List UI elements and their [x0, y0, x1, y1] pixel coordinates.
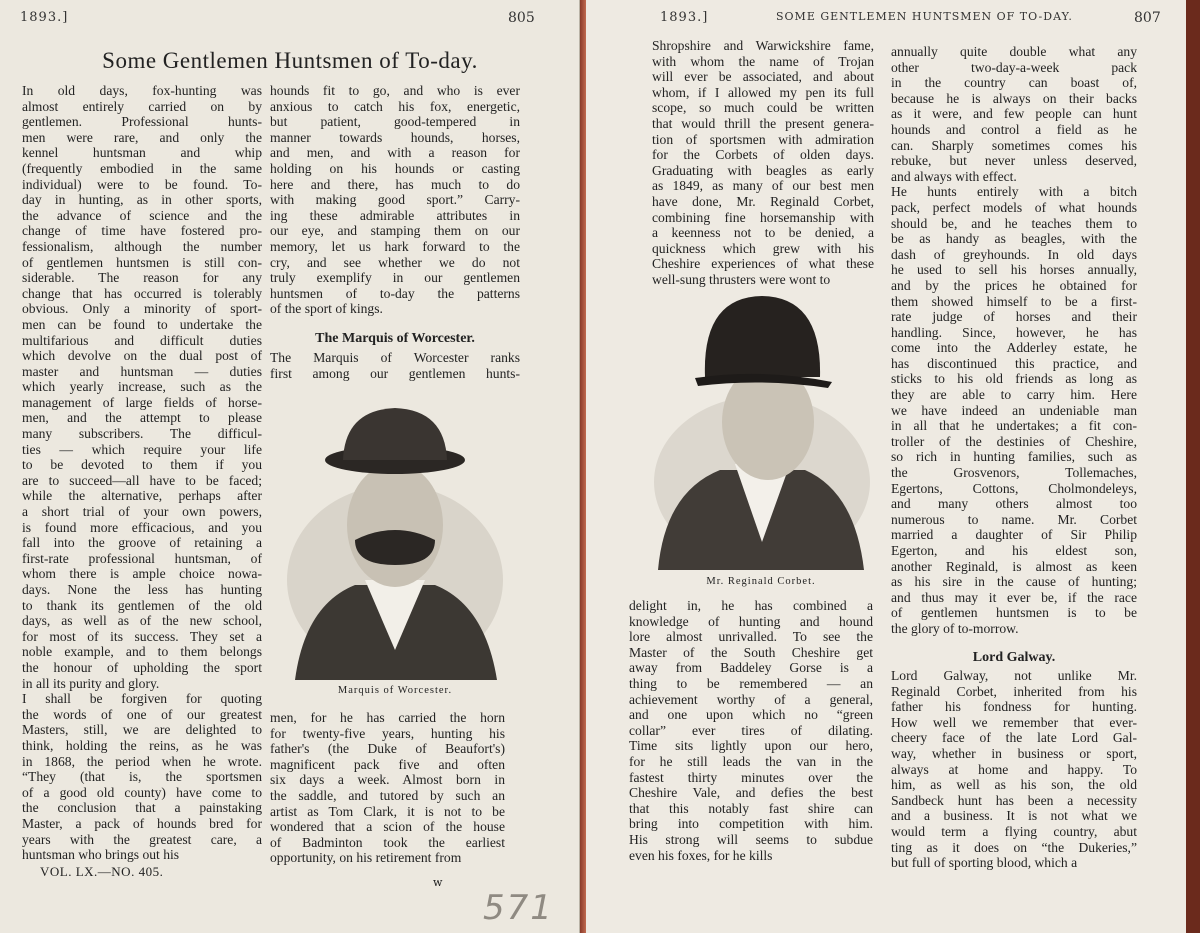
- text-line: memory, let us hark forward to the: [270, 238, 520, 254]
- text-line: even his foxes, for he kills: [629, 847, 773, 863]
- text-line: a keenness not to be denied, a: [652, 225, 874, 241]
- text-line: achievement worthy of a general,: [629, 691, 873, 707]
- text-line: will ever be associated, and about: [652, 69, 874, 85]
- text-line: How well we remember that ever-: [891, 714, 1137, 730]
- text-line: are to succeed—all have to be faced;: [22, 472, 262, 488]
- text-line: and men, and with a reason for: [270, 145, 520, 161]
- text-line: of Badminton took the earliest: [270, 834, 505, 850]
- text-line: Cheshire Vale, and defies the best: [629, 785, 873, 801]
- text-line: cry, and see whether we do not: [270, 254, 520, 270]
- text-line: and always with effect.: [891, 168, 1017, 184]
- text-line: other two-day-a-week pack: [891, 59, 1137, 75]
- text-line: six days a week. Almost born in: [270, 772, 505, 788]
- text-line: the honour of upholding the sport: [22, 659, 262, 675]
- text-line: come into the Adderley estate, he: [891, 340, 1137, 356]
- text-line: that would thrill the present genera-: [652, 115, 874, 131]
- text-line: father his fondness for hunting.: [891, 699, 1137, 715]
- text-line: to be devoted to them if you: [22, 457, 262, 473]
- text-line: rebuke, but never unless deserved,: [891, 153, 1137, 169]
- text-line: Egerton, and his eldest son,: [891, 543, 1137, 558]
- text-line: master and huntsman — duties: [22, 363, 262, 379]
- text-line: Graduating with beagles as early: [652, 162, 874, 178]
- left-column-1: [22, 83, 262, 863]
- left-page: [0, 0, 580, 933]
- portrait-mr-reginald-corbet: [650, 292, 872, 572]
- text-line: Shropshire and Warwickshire fame,: [652, 38, 874, 53]
- text-line: as 1849, as many of our best men: [652, 178, 874, 194]
- text-line: men, and the attempt to please: [22, 410, 262, 426]
- text-line: lore almost unrivalled. To see the: [629, 629, 873, 645]
- text-line: His strong will seems to subdue: [629, 831, 873, 847]
- text-line: of gentlemen huntsmen is still con-: [22, 254, 262, 270]
- text-line: while the alternative, perhaps after: [22, 488, 262, 504]
- text-line: would term a flying country, abut: [891, 823, 1137, 839]
- text-line: numerous to name. Mr. Corbet: [891, 511, 1137, 527]
- text-line: hounds fit to go, and who is ever: [270, 83, 520, 98]
- text-line: men can be found to undertake the: [22, 316, 262, 332]
- text-line: change of time have fostered pro-: [22, 223, 262, 239]
- text-line: and by the prices he obtained for: [891, 277, 1137, 293]
- left-page-number: 805: [508, 10, 535, 26]
- text-line: In old days, fox-hunting was: [22, 83, 262, 98]
- text-line: (frequently embodied in the same: [22, 160, 262, 176]
- text-line: rate judge of horses and their: [891, 309, 1137, 325]
- text-line: first among our gentlemen hunts-: [270, 365, 520, 381]
- text-line: for he still leads the van in the: [629, 753, 873, 769]
- text-line: obvious. Only a minority of sport-: [22, 301, 262, 317]
- text-line: troller of the destinies of Cheshire,: [891, 433, 1137, 449]
- left-column-2-top: [270, 83, 520, 317]
- article-title: Some Gentlemen Huntsmen of To-day.: [102, 48, 478, 73]
- caption-mr-reginald-corbet: Mr. Reginald Corbet.: [706, 576, 816, 587]
- text-line: in 1868, the period when he wrote.: [22, 753, 262, 769]
- portrait-marquis-of-worcester: [285, 390, 505, 680]
- left-column-2-mid: [270, 350, 520, 381]
- text-line: is found more efficacious, and you: [22, 519, 262, 535]
- text-line: almost entirely carried on by: [22, 98, 262, 114]
- text-line: many subscribers. The difficul-: [22, 426, 262, 442]
- text-line: our eye, and stamping them on our: [270, 223, 520, 239]
- handwritten-page-note: 571: [483, 888, 554, 928]
- text-line: scope, so much could be written: [652, 100, 874, 116]
- text-line: Egertons, Cottons, Cholmondeleys,: [891, 480, 1137, 496]
- text-line: first-rate professional huntsman, of: [22, 550, 262, 566]
- right-column-1-top: [652, 38, 874, 288]
- right-column-2-top: [891, 44, 1137, 637]
- text-line: for most of its success. They set a: [22, 628, 262, 644]
- text-line: quickness which grew with his: [652, 240, 874, 256]
- subhead-lord-galway: Lord Galway.: [972, 650, 1056, 665]
- text-line: truly exemplify in our gentlemen: [270, 270, 520, 286]
- text-line: Master of the South Cheshire get: [629, 644, 873, 660]
- text-line: him, as well as his son, the old: [891, 777, 1137, 793]
- text-line: and one upon which no “green: [629, 707, 873, 723]
- text-line: well-sung thrusters were wont to: [652, 271, 831, 287]
- text-line: as his sire in the cause of hunting;: [891, 574, 1137, 590]
- text-line: Lord Galway, not unlike Mr.: [891, 668, 1137, 683]
- text-line: of the sport of kings.: [270, 301, 383, 317]
- text-line: siderable. The reason for any: [22, 270, 262, 286]
- text-line: delight in, he has combined a: [629, 598, 873, 613]
- text-line: Masters, still, we are delighted to: [22, 722, 262, 738]
- text-line: so rich in hunting families, such as: [891, 449, 1137, 465]
- text-line: magnificent pack five and often: [270, 756, 505, 772]
- text-line: huntsman who brings out his: [22, 847, 180, 863]
- text-line: the glory of to-morrow.: [891, 620, 1019, 636]
- text-line: hounds and control a field as he: [891, 121, 1137, 137]
- text-line: ting as it does on “the Dukeries,”: [891, 839, 1137, 855]
- text-line: ing these admirable attributes in: [270, 207, 520, 223]
- text-line: the words of one of our greatest: [22, 706, 262, 722]
- text-line: that this notably fast shire can: [629, 800, 873, 816]
- text-line: he used to sell his horses annually,: [891, 262, 1137, 278]
- text-line: of gentlemen huntsmen is to be: [891, 605, 1137, 621]
- text-line: He hunts entirely with a bitch: [891, 184, 1137, 200]
- text-line: tion of sportsmen with admiration: [652, 131, 874, 147]
- text-line: wondered that a scion of the house: [270, 819, 505, 835]
- text-line: can. Sharply sometimes comes his: [891, 137, 1137, 153]
- text-line: with making good sport.” Carry-: [270, 192, 520, 208]
- text-line: father's (the Duke of Beaufort's): [270, 741, 505, 757]
- text-line: collar” ever tires of dilating.: [629, 722, 873, 738]
- text-line: individual) were to be found. To-: [22, 176, 262, 192]
- text-line: cheery face of the late Lord Gal-: [891, 730, 1137, 746]
- text-line: handling. Since, however, he has: [891, 324, 1137, 340]
- right-running-head-title: SOME GENTLEMEN HUNTSMEN OF TO-DAY.: [776, 10, 1073, 23]
- caption-marquis-of-worcester: Marquis of Worcester.: [337, 685, 453, 696]
- text-line: Sandbeck hunt has been a necessity: [891, 792, 1137, 808]
- right-running-head-year: 1893.]: [660, 10, 709, 25]
- text-line: dash of greyhounds. In old days: [891, 246, 1137, 262]
- text-line: change that has occurred is tolerably: [22, 285, 262, 301]
- text-line: the saddle, and tutored by such an: [270, 787, 505, 803]
- left-column-2-bottom: [270, 710, 505, 866]
- right-page-number: 807: [1134, 10, 1161, 26]
- text-line: for twenty-five years, hunting his: [270, 725, 505, 741]
- text-line: but full of sporting blood, which a: [891, 855, 1078, 871]
- text-line: multifarious and difficult duties: [22, 332, 262, 348]
- text-line: thing to be remembered — an: [629, 675, 873, 691]
- text-line: artist as Tom Clark, it is not to be: [270, 803, 505, 819]
- text-line: Master, a pack of hounds bred for: [22, 815, 262, 831]
- text-line: “They (that is, the sportsmen: [22, 769, 262, 785]
- text-line: day in hunting, as in other sports,: [22, 192, 262, 208]
- text-line: Time sits lightly upon our hero,: [629, 738, 873, 754]
- text-line: they are able to carry him. Here: [891, 387, 1137, 403]
- text-line: years with the greatest care, a: [22, 831, 262, 847]
- right-column-2-bottom: [891, 668, 1137, 871]
- text-line: men were rare, and only the: [22, 129, 262, 145]
- text-line: for the Corbets of olden days.: [652, 147, 874, 163]
- text-line: huntsmen of to-day the patterns: [270, 285, 520, 301]
- right-column-1-bottom: [629, 598, 873, 863]
- text-line: away from Baddeley Gorse is a: [629, 660, 873, 676]
- text-line: kennel huntsman and whip: [22, 145, 262, 161]
- text-line: noble example, and to them belongs: [22, 644, 262, 660]
- text-line: should be, and he teaches them to: [891, 215, 1137, 231]
- text-line: a short trial of your own powers,: [22, 504, 262, 520]
- text-line: in all that he undertakes; a fit con-: [891, 418, 1137, 434]
- text-line: married a daughter of Sir Philip: [891, 527, 1137, 543]
- text-line: with whom the name of Trojan: [652, 53, 874, 69]
- text-line: opportunity, on his retirement from: [270, 850, 462, 866]
- text-line: which devolve on the dual post of: [22, 348, 262, 364]
- text-line: them showed himself to be a first-: [891, 293, 1137, 309]
- text-line: men, for he has carried the horn: [270, 710, 505, 725]
- page-edge: [1186, 0, 1200, 933]
- text-line: of a good old county) have come to: [22, 784, 262, 800]
- text-line: fastest thirty minutes over the: [629, 769, 873, 785]
- text-line: combining fine horsemanship with: [652, 209, 874, 225]
- text-line: days, as well as of the new school,: [22, 613, 262, 629]
- text-line: we have indeed an undeniable man: [891, 402, 1137, 418]
- text-line: fall into the groove of retaining a: [22, 535, 262, 551]
- volume-footer: VOL. LX.—NO. 405.: [40, 864, 164, 879]
- text-line: be as handy as beagles, with the: [891, 231, 1137, 247]
- text-line: and a business. It is not what we: [891, 808, 1137, 824]
- text-line: whom there is ample choice nowa-: [22, 566, 262, 582]
- text-line: in the country can boast of,: [891, 75, 1137, 91]
- text-line: here and there, has much to do: [270, 176, 520, 192]
- text-line: holding on his hounds or casting: [270, 160, 520, 176]
- text-line: the conclusion that a painstaking: [22, 800, 262, 816]
- text-line: gentlemen. Professional hunts-: [22, 114, 262, 130]
- text-line: another Reginald, is almost as keen: [891, 558, 1137, 574]
- text-line: days. None the less has hunting: [22, 582, 262, 597]
- text-line: but patient, good-tempered in: [270, 114, 520, 130]
- text-line: have done, Mr. Reginald Corbet,: [652, 193, 874, 209]
- text-line: management of large fields of horse-: [22, 394, 262, 410]
- text-line: Cheshire experiences of what these: [652, 256, 874, 272]
- text-line: think, holding the reins, as he was: [22, 737, 262, 753]
- left-running-head-year: 1893.]: [20, 10, 69, 25]
- text-line: The Marquis of Worcester ranks: [270, 350, 520, 365]
- text-line: bring into competition with him.: [629, 816, 873, 832]
- text-line: always at home and happy. To: [891, 761, 1137, 777]
- text-line: to thank its gentlemen of the old: [22, 597, 262, 613]
- text-line: ties — which require your life: [22, 441, 262, 457]
- text-line: and thus may it ever be, if the race: [891, 589, 1137, 605]
- text-line: as it were, and few people can hunt: [891, 106, 1137, 122]
- text-line: I shall be forgiven for quoting: [22, 691, 262, 707]
- text-line: in all its purity and glory.: [22, 675, 160, 691]
- text-line: sticks to his old friends as long as: [891, 371, 1137, 387]
- subhead-marquis-of-worcester: The Marquis of Worcester.: [315, 331, 475, 346]
- right-page: [586, 0, 1186, 933]
- text-line: knowledge of hunting and hound: [629, 613, 873, 629]
- text-line: Reginald Corbet, inherited from his: [891, 683, 1137, 699]
- text-line: way, whether in business or sport,: [891, 745, 1137, 761]
- text-line: whom, if I allowed my pen its full: [652, 84, 874, 100]
- text-line: pack, perfect models of what hounds: [891, 199, 1137, 215]
- signature-mark: w: [433, 876, 443, 889]
- text-line: and many others almost too: [891, 496, 1137, 512]
- text-line: the advance of science and the: [22, 207, 262, 223]
- text-line: the Grosvenors, Tollemaches,: [891, 465, 1137, 481]
- text-line: fessionalism, although the number: [22, 238, 262, 254]
- text-line: which yearly increase, such as the: [22, 379, 262, 395]
- text-line: has discontinued this practice, and: [891, 355, 1137, 371]
- text-line: anxious to catch his fox, energetic,: [270, 98, 520, 114]
- text-line: manner towards hounds, horses,: [270, 129, 520, 145]
- text-line: because he is always on their backs: [891, 90, 1137, 106]
- text-line: annually quite double what any: [891, 44, 1137, 59]
